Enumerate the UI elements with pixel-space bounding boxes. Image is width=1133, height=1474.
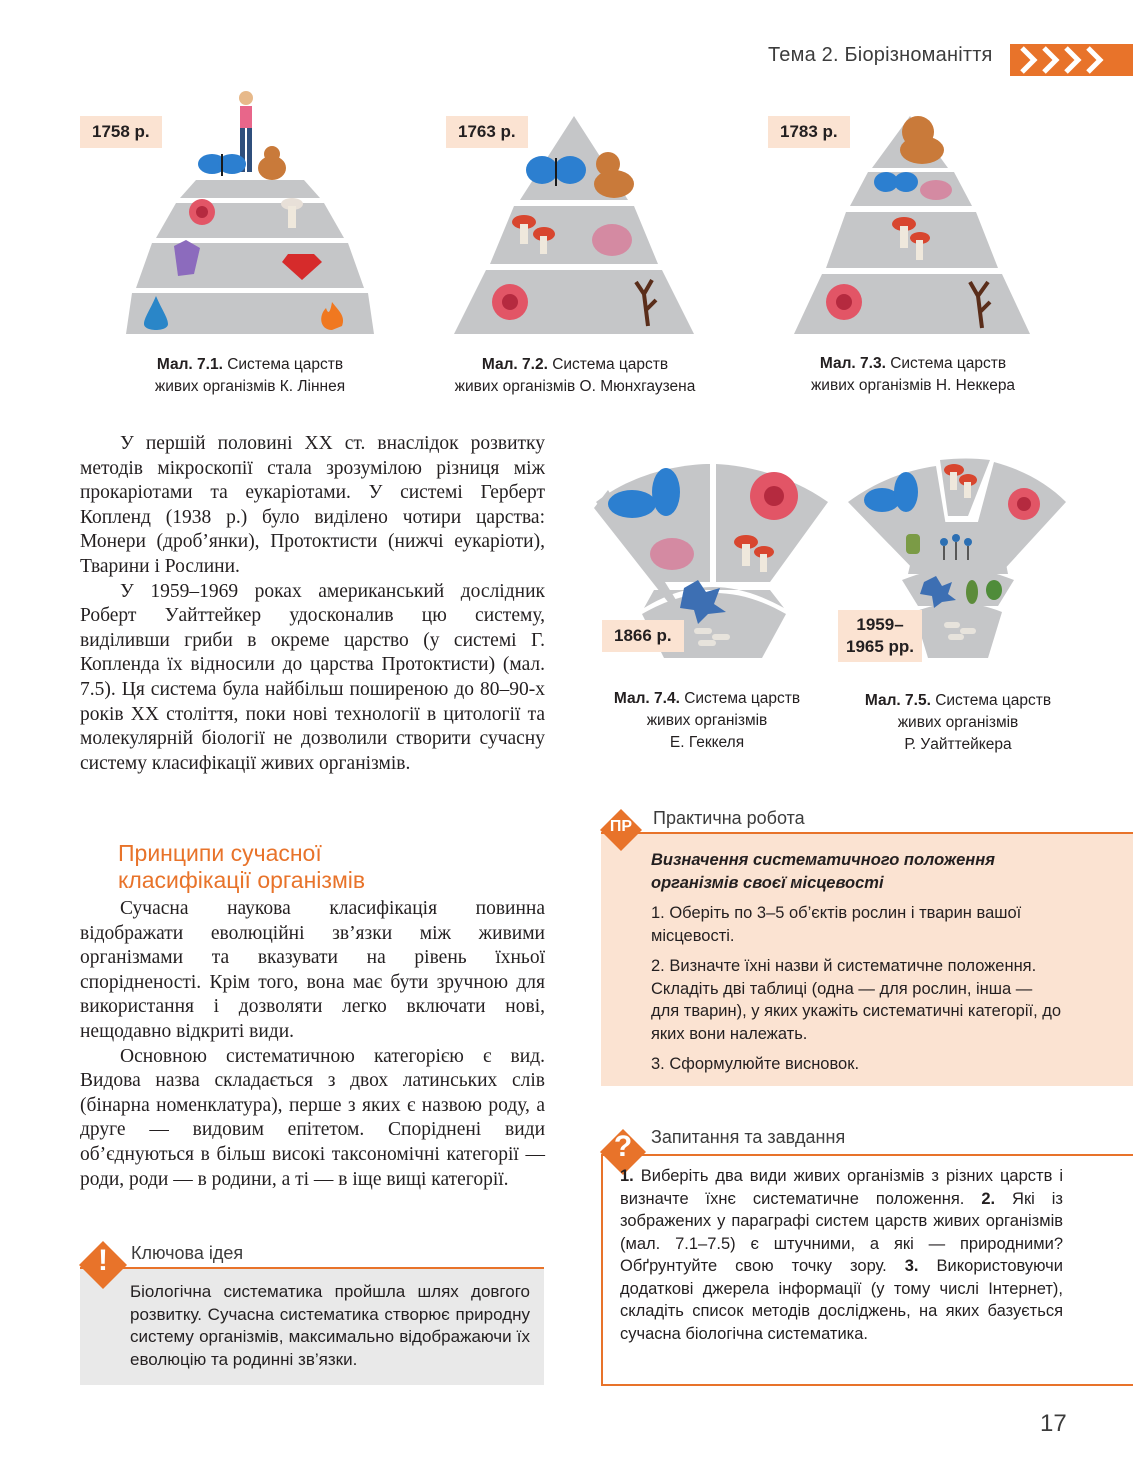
key-idea-text: Біологічна систематика пройшла шлях довгого розвитку. Сучасна систематика створює природну систему організмів, максимально відображаючи їх еволюцію та родинні зв’язки.	[130, 1282, 530, 1369]
euglena-icon	[986, 580, 1002, 600]
year-tag-1959-1965	[838, 610, 922, 662]
practical-step: 2. Визначте їхні назви й систематичне положення. Складіть дві таблиці (одна — для рослин, інша — для тварин), у яких укажіть систематичні категорії, до яких вони належать.	[651, 957, 1062, 1043]
caption-7-1	[100, 354, 400, 398]
cat-icon	[900, 116, 944, 164]
year-tag-1758: 1758 р.	[80, 116, 162, 148]
body-text-block-1	[80, 432, 545, 776]
caption-text: Е. Геккеля	[669, 734, 745, 751]
chevron-arrows-icon	[1010, 44, 1133, 76]
rose-icon	[492, 284, 528, 320]
euglena-icon	[966, 580, 978, 604]
caption-text: Р. Уайттейкера	[904, 736, 1012, 753]
shell-icon	[592, 224, 632, 256]
caption-label: Мал. 7.2.	[481, 356, 548, 373]
rose-icon	[826, 284, 862, 320]
section-heading	[118, 840, 365, 894]
alga-icon	[906, 534, 920, 554]
caption-text: Система царств	[935, 692, 1052, 709]
caption-text: живих організмів	[897, 714, 1019, 731]
year-tag-1783: 1783 р.	[768, 116, 850, 148]
question-text: Використовуючи додаткові джерела інформації (у тому числі Інтернет), складіть список методів досліджень, на яких базується сучасна біологічна систематика.	[620, 1257, 1063, 1343]
caption-text: живих організмів К. Ліннея	[154, 378, 346, 395]
caption-text: живих організмів	[646, 712, 768, 729]
caption-label: Мал. 7.1.	[156, 356, 223, 373]
caption-text: Система царств	[552, 356, 669, 373]
questions-title: Запитання та завдання	[651, 1127, 846, 1147]
paragraph: Основною систематичною категорією є вид. Видова назва складається з двох латинських слів (бінарна номенклатура), перше з яких є назвою роду, а друге — видовим епітетом. Споріднені види об’єднуються в більш високі таксономічні категорії — роди, роди — в родини, а ті — в іще вищі категорії.	[80, 1045, 545, 1190]
year-tag-1866: 1866 р.	[602, 620, 684, 652]
year-line: 1965 рр.	[846, 637, 915, 656]
butterfly-icon	[198, 154, 246, 176]
question-mark-icon: ?	[613, 1130, 633, 1163]
practical-subtitle: Визначення систематичного положення організмів своєї місцевості	[651, 851, 995, 892]
rose-icon	[1008, 488, 1040, 520]
paragraph: У першій половині XX ст. внаслідок розвитку методів мікроскопії стала зрозумілою різниця між прокаріотами та еукаріотами. У системі Герберт Копленд (1938 р.) було виділено чотири царства: Монери (дроб’янки), Протоктисти (нижчі еукаріоти), Тварини і Рослини.	[80, 433, 545, 577]
caption-text: Система царств	[890, 355, 1007, 372]
question-text: Які із зображених у параграфі систем царств живих організмів (мал. 7.1–7.5) є штучними, а які — природними? Обґрунтуйте свою точку зору.	[620, 1189, 1063, 1275]
pyramid-linnaeus	[124, 88, 376, 336]
caption-text: Система царств	[227, 356, 344, 373]
chapter-title: Тема 2. Біорізноманіття	[768, 44, 993, 66]
practical-content	[651, 849, 1065, 1084]
caption-text: Система царств	[684, 690, 801, 707]
year-line: 1959–	[856, 615, 904, 634]
practical-step: 1. Оберіть по 3–5 об’єктів рослин і тварин вашої місцевості.	[651, 904, 1022, 945]
caption-text: живих організмів О. Мюнхгаузена	[454, 378, 696, 395]
caption-text: живих організмів Н. Неккера	[810, 377, 1016, 394]
paragraph: У 1959–1969 роках американський дослідник Роберт Уайттейкер удосконалив цю систему, виділивши гриби в окреме царство (у системі Г. Копленда їх відносили до царства Протоктисти) (мал. 7.5). Ця система була найбільш поширеною до 80–90-х років XX століття, поки нові технології в цитології та молекулярній біології не дозволили створити сучасну систему класифікації живих організмів.	[80, 580, 545, 774]
caption-label: Мал. 7.5.	[864, 692, 931, 709]
practical-badge-label: ПР	[609, 818, 633, 835]
question-number: 3.	[904, 1257, 919, 1275]
paragraph: Сучасна наукова класифікація повинна відображати еволюційні зв’язки між живими організмами та вказувати на рівень їхньої спорідненості. Крім того, вона має бути зручною для використання і дозволяти легко включати нові, нещодавно відкриті види.	[80, 898, 545, 1042]
exclamation-icon: !	[98, 1244, 108, 1277]
caption-7-3	[770, 353, 1056, 397]
questions-content	[620, 1165, 1063, 1345]
rose-icon	[750, 472, 798, 520]
question-number: 1.	[620, 1167, 634, 1185]
caption-label: Мал. 7.4.	[613, 690, 680, 707]
body-text-block-2	[80, 897, 545, 1192]
cat-icon	[594, 152, 634, 198]
page-number: 17	[1040, 1410, 1067, 1437]
section-heading-line: класифікації організмів	[118, 867, 366, 893]
year-tag-1763: 1763 р.	[446, 116, 528, 148]
butterfly-icon	[526, 156, 586, 186]
cat-icon	[258, 146, 286, 180]
caption-7-5	[842, 690, 1074, 756]
shell-icon	[920, 180, 952, 200]
practical-step: 3. Сформулюйте висновок.	[651, 1055, 860, 1073]
section-heading-line: Принципи сучасної	[118, 840, 322, 866]
caption-7-4	[590, 688, 824, 754]
question-text: Виберіть два види живих організмів з різних царств і визначте їхнє систематичне положення.	[620, 1167, 1063, 1208]
shell-icon	[650, 538, 694, 570]
question-number: 2.	[981, 1189, 996, 1208]
caption-label: Мал. 7.3.	[819, 355, 886, 372]
butterfly-icon	[608, 468, 680, 518]
caption-7-2	[420, 354, 730, 398]
rose-icon	[189, 199, 215, 225]
practical-title: Практична робота	[653, 808, 805, 828]
key-idea-title: Ключова ідея	[131, 1243, 244, 1263]
